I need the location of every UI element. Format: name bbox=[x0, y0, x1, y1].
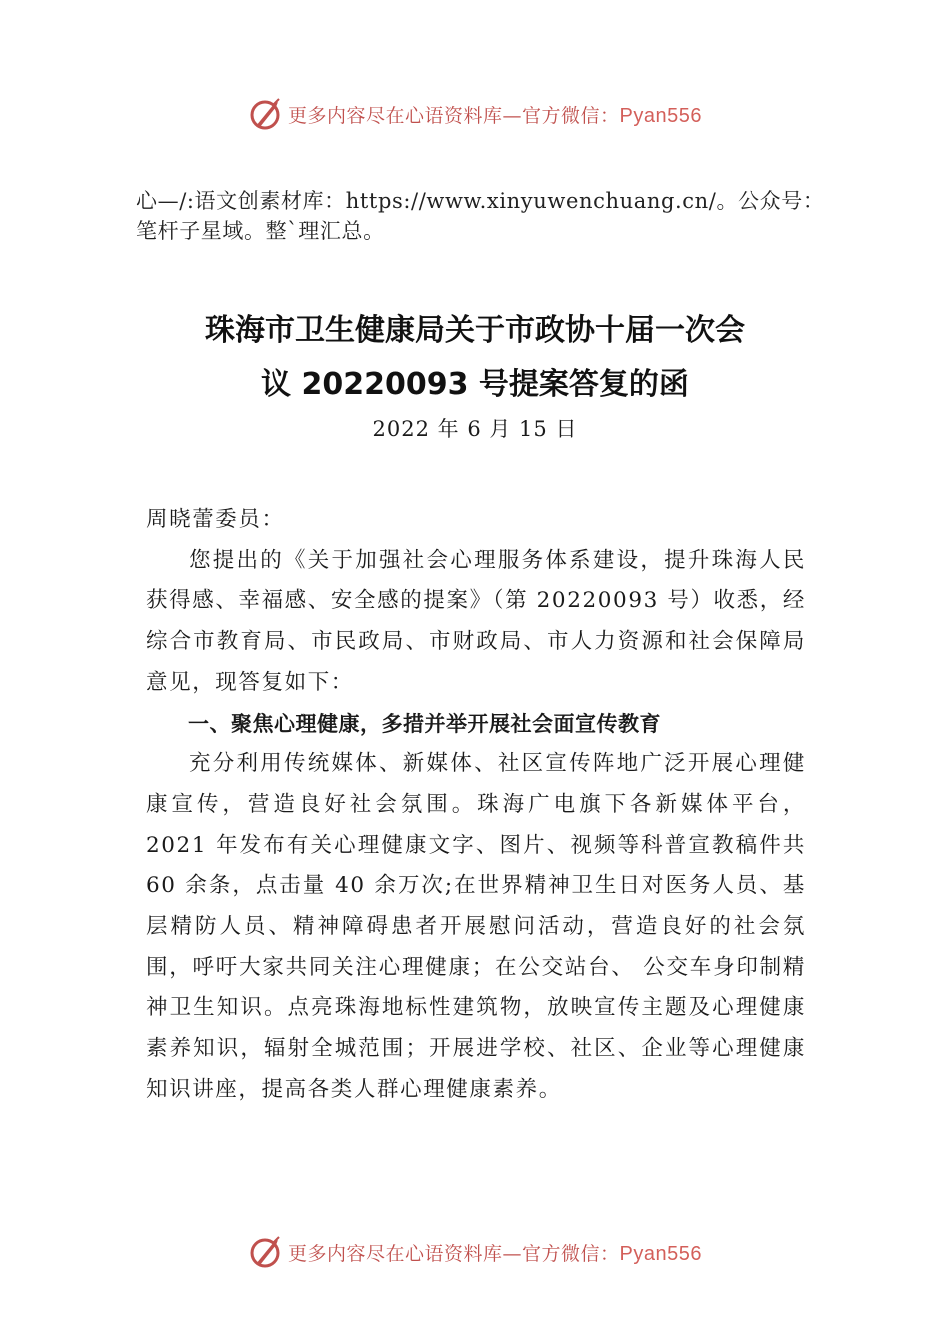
section-heading-1: 一、聚焦心理健康，多措并举开展社会面宣传教育 bbox=[188, 711, 661, 736]
banner-caption: 更多内容尽在心语资料库—官方微信： bbox=[288, 1242, 620, 1265]
intro-paragraph: 您提出的《关于加强社会心理服务体系建设，提升珠海人民获得感、幸福感、安全感的提案》（第 20220093 号）收悉，经综合市教育局、市民政局、市财政局、市人力资源和社会保障局意见，现答复如下： bbox=[146, 547, 806, 695]
quill-pen-logo-icon bbox=[248, 1234, 284, 1270]
banner-caption: 更多内容尽在心语资料库—官方微信： bbox=[288, 104, 620, 127]
banner-text bbox=[288, 1239, 702, 1266]
banner-wechat-id: Pyan556 bbox=[619, 1242, 702, 1265]
title-line-2: 议 20220093 号提案答复的函 bbox=[261, 367, 689, 402]
source-notice: 心—/:语文创素材库：https://www.xinyuwenchuang.cn/。公众号：笔杆子星域。整`理汇总。 bbox=[136, 189, 825, 243]
salutation: 周晓蕾委员： bbox=[146, 507, 285, 532]
banner-wechat-id: Pyan556 bbox=[619, 104, 702, 127]
document-body bbox=[146, 500, 806, 1111]
banner-text bbox=[288, 101, 702, 128]
section-1-paragraph: 充分利用传统媒体、新媒体、社区宣传阵地广泛开展心理健康宣传，营造良好社会氛围。珠海广电旗下各新媒体平台，2021 年发布有关心理健康文字、图片、视频等科普宣教稿件共 60 余条，点击量 40 余万次;在世界精神卫生日对医务人员、基层精防人员、精神障碍患者开展慰问活动，营造良好的社会氛围，呼吁大家共同关注心理健康；在公交站台、 公交车身印制精神卫生知识。点亮珠海地标性建筑物，放映宣传主题及心理健康素养知识，辐射全城范围；开展进学校、社区、企业等心理健康知识讲座，提高各类人群心理健康素养。 bbox=[146, 751, 806, 1102]
document-title bbox=[120, 304, 830, 412]
footer-banner bbox=[0, 1232, 950, 1272]
title-line-1: 珠海市卫生健康局关于市政协十届一次会 bbox=[205, 313, 745, 348]
document-date: 2022 年 6 月 15 日 bbox=[372, 417, 578, 441]
quill-pen-logo-icon bbox=[248, 96, 284, 132]
header-banner bbox=[0, 94, 950, 134]
